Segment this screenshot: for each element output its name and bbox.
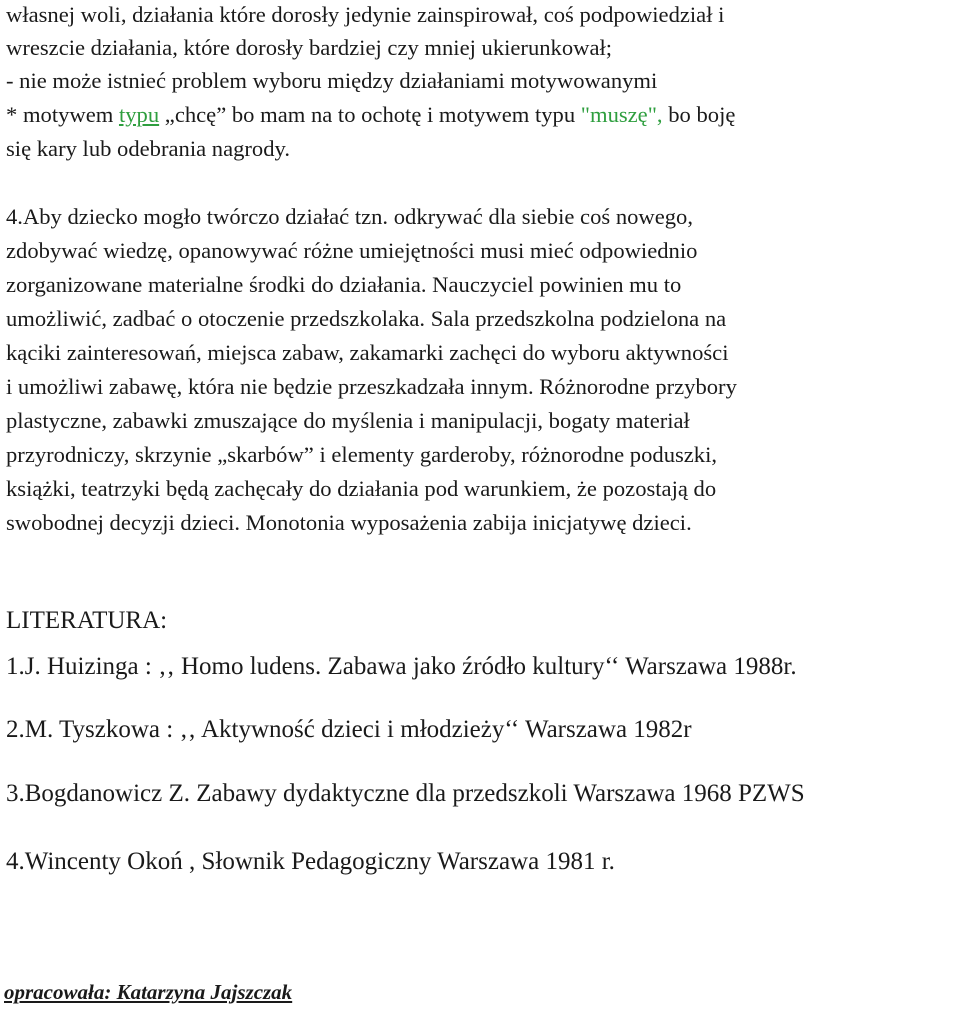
literature-item: 3.Bogdanowicz Z. Zabawy dydaktyczne dla przedszkoli Warszawa 1968 PZWS [6, 780, 805, 807]
text-line: - nie może istnieć problem wyboru między działaniami motywowanymi [6, 68, 658, 93]
author-credit: opracowała: Katarzyna Jajszczak [4, 980, 293, 1004]
highlighted-text: "muszę", [580, 102, 663, 127]
literature-item: 2.M. Tyszkowa : ‚‚ Aktywność dzieci i młodzieży‘‘ Warszawa 1982r [6, 716, 692, 743]
section-4-line: kąciki zainteresowań, miejsca zabaw, zakamarki zachęci do wyboru aktywności [6, 340, 729, 365]
text-fragment: bo boję [662, 102, 736, 127]
section-4-line: książki, teatrzyki będą zachęcały do działania pod warunkiem, że pozostają do [6, 476, 717, 501]
text-line: wreszcie działania, które dorosły bardziej czy mniej ukierunkował; [6, 35, 613, 60]
section-4-line: i umożliwi zabawę, która nie będzie przeszkadzała innym. Różnorodne przybory [6, 374, 737, 399]
typu-link[interactable]: typu [118, 102, 160, 127]
text-fragment: * motywem [6, 102, 119, 127]
literature-heading: LITERATURA: [6, 607, 168, 634]
text-line: własnej woli, działania które dorosły jedynie zainspirował, coś podpowiedział i [6, 2, 725, 27]
section-4-line: przyrodniczy, skrzynie „skarbów” i elementy garderoby, różnorodne poduszki, [6, 442, 718, 467]
section-4-line: umożliwić, zadbać o otoczenie przedszkolaka. Sala przedszkolna podzielona na [6, 306, 727, 331]
section-4-line: 4.Aby dziecko mogło twórczo działać tzn. odkrywać dla siebie coś nowego, [6, 204, 694, 229]
section-4-line: zdobywać wiedzę, opanowywać różne umiejętności musi mieć odpowiednio [6, 238, 698, 263]
section-4-line: plastyczne, zabawki zmuszające do myślenia i manipulacji, bogaty materiał [6, 408, 690, 433]
text-line: się kary lub odebrania nagrody. [6, 136, 290, 161]
text-fragment: „chcę” bo mam na to ochotę i motywem typu [159, 102, 581, 127]
section-4-line: swobodnej decyzji dzieci. Monotonia wyposażenia zabija inicjatywę dzieci. [6, 510, 692, 535]
section-4-line: zorganizowane materialne środki do działania. Nauczyciel powinien mu to [6, 272, 682, 297]
literature-item: 4.Wincenty Okoń , Słownik Pedagogiczny Warszawa 1981 r. [6, 848, 615, 875]
text-line-with-link [6, 98, 735, 132]
literature-item: 1.J. Huizinga : ‚‚ Homo ludens. Zabawa jako źródło kultury‘‘ Warszawa 1988r. [6, 653, 797, 680]
